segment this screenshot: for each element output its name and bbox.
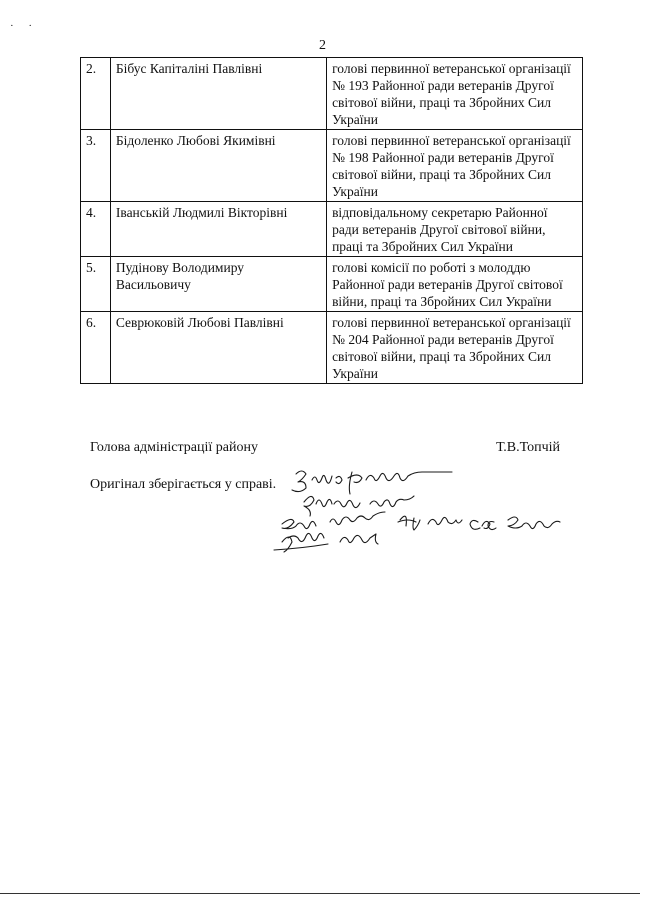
table-row: [81, 257, 583, 312]
head-title: Голова адміністрації району: [90, 440, 258, 455]
bottom-rule: [0, 893, 640, 894]
head-name: Т.В.Топчій: [496, 440, 560, 455]
person-role: голові первинної ветеранської організації № 198 Районної ради ветеранів Другої світової війни, праці та Збройних Сил України: [327, 130, 583, 202]
table-row: [81, 312, 583, 384]
row-number: 4.: [81, 202, 111, 257]
original-note: Оригінал зберігається у справі.: [90, 477, 277, 492]
table-row: [81, 130, 583, 202]
person-name: Пудінову Володимиру Васильовичу: [110, 257, 326, 312]
records-table: [80, 57, 583, 384]
row-number: 6.: [81, 312, 111, 384]
person-name: Бідоленко Любові Якимівні: [110, 130, 326, 202]
person-role: відповідальному секретарю Районної ради ветеранів Другої світової війни, праці та Збройних Сил України: [327, 202, 583, 257]
person-name: Іванській Людмилі Вікторівні: [110, 202, 326, 257]
row-number: 5.: [81, 257, 111, 312]
person-name: Севрюковій Любові Павлівні: [110, 312, 326, 384]
person-role: голові комісії по роботі з молоддю Районної ради ветеранів Другої світової війни, праці та Збройних Сил України: [327, 257, 583, 312]
table-row: [81, 202, 583, 257]
row-number: 3.: [81, 130, 111, 202]
person-role: голові первинної ветеранської організації № 204 Районної ради ветеранів Другої світової війни, праці та Збройних Сил України: [327, 312, 583, 384]
page-number: 2: [319, 38, 326, 53]
person-name: Бібус Капіталіні Павлівні: [110, 58, 326, 130]
handwritten-certification-signature: [268, 462, 588, 562]
table-row: [81, 58, 583, 130]
row-number: 2.: [81, 58, 111, 130]
handwriting-transcription-hidden: Згідно з оригіналом. Завідувач сектору кадрової роботи ЦНАП О.С. Рогова 10.02.2017: [268, 462, 305, 463]
person-role: голові первинної ветеранської організації № 193 Районної ради ветеранів Другої світової війни, праці та Збройних Сил України: [327, 58, 583, 130]
scan-marks: · ·: [10, 20, 39, 32]
